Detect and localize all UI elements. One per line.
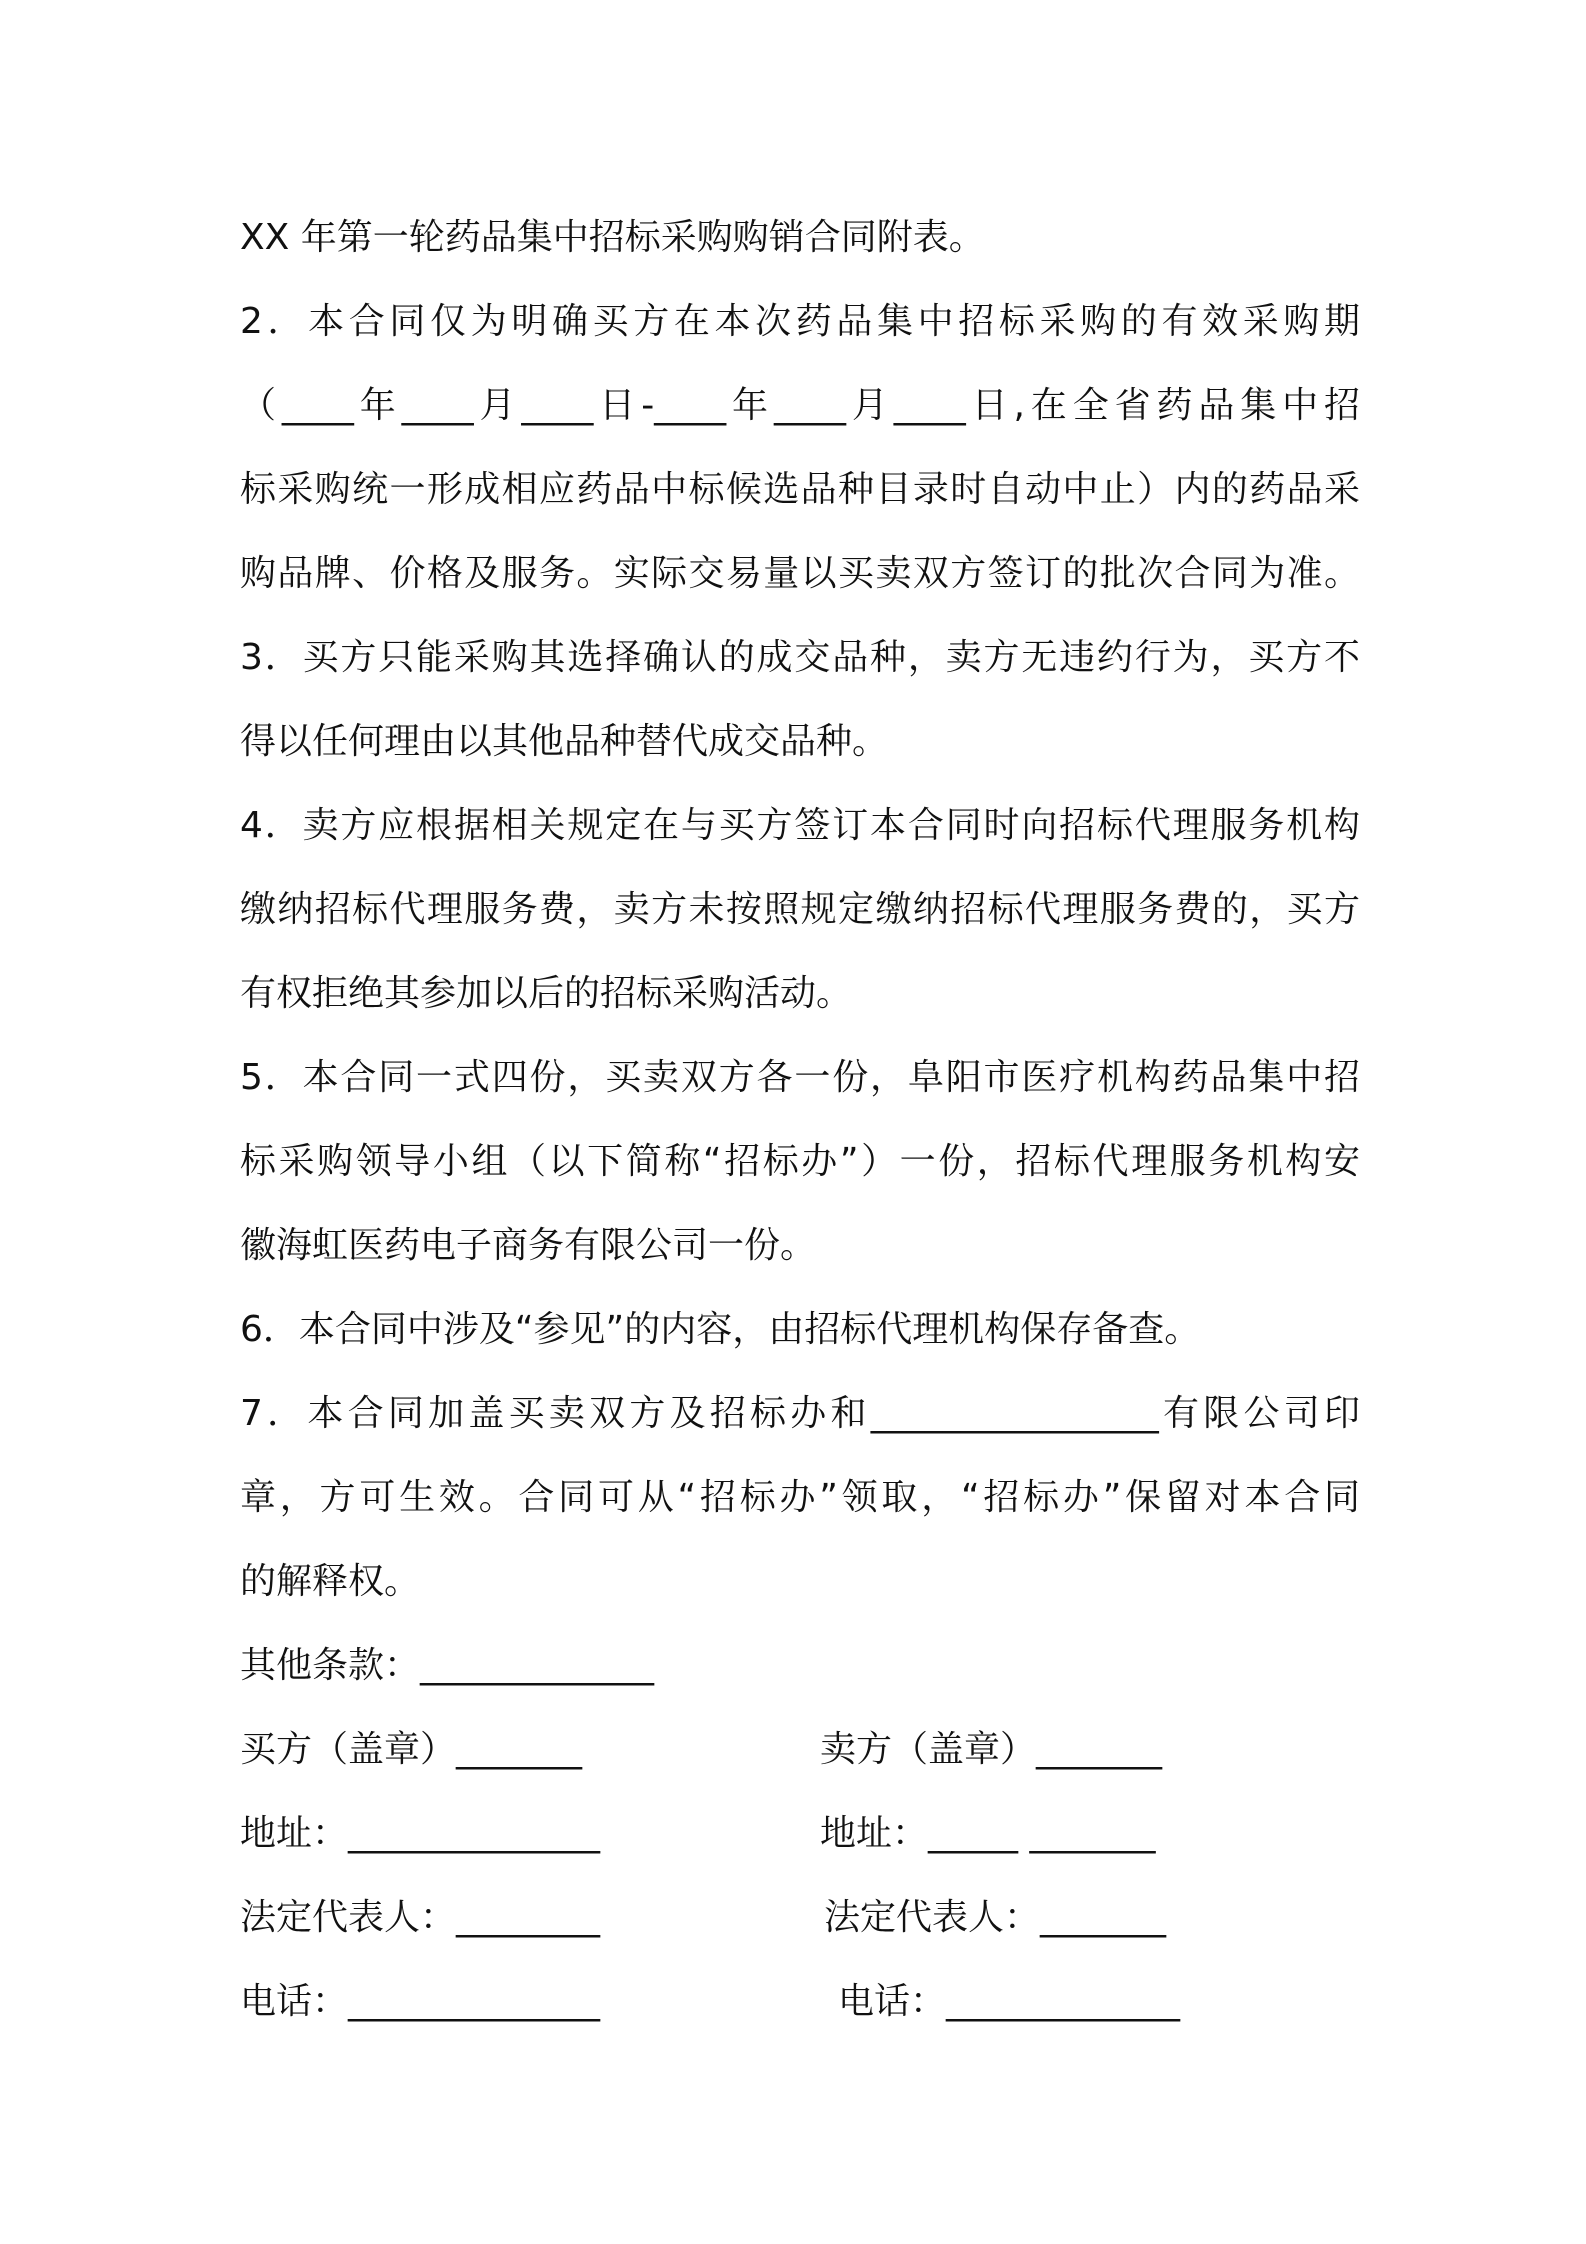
signature-row-phone <box>240 1960 1360 2044</box>
text-line-1: XX 年第一轮药品集中招标采购购销合同附表。 <box>240 217 985 258</box>
signature-row-address <box>240 1792 1360 1876</box>
seller-address-field: 地址：_____ _______ <box>820 1813 1156 1854</box>
text-line-14: 6．本合同中涉及“参见”的内容，由招标代理机构保存备查。 <box>240 1309 1201 1350</box>
text-line-17: 的解释权。 <box>240 1561 421 1602</box>
signature-row-representative <box>240 1876 1360 1960</box>
buyer-phone-field: 电话：______________ <box>240 1981 601 2022</box>
buyer-representative-field: 法定代表人：________ <box>240 1897 601 1938</box>
signature-row-seal <box>240 1708 1360 1792</box>
text-line-6: 3．买方只能采购其选择确认的成交品种，卖方无违约行为，买方不 <box>240 637 1360 678</box>
text-line-7: 得以任何理由以其他品种替代成交品种。 <box>240 721 889 762</box>
text-line-13: 徽海虹医药电子商务有限公司一份。 <box>240 1225 817 1266</box>
text-line-12: 标采购领导小组（以下简称“招标办”）一份，招标代理服务机构安 <box>240 1141 1360 1182</box>
buyer-seal-field: 买方（盖章）_______ <box>240 1729 583 1770</box>
text-line-2: 2．本合同仅为明确买方在本次药品集中招标采购的有效采购期 <box>240 301 1360 342</box>
text-line-11: 5．本合同一式四份，买卖双方各一份，阜阳市医疗机构药品集中招 <box>240 1057 1360 1098</box>
text-line-5: 购品牌、价格及服务。实际交易量以买卖双方签订的批次合同为准。 <box>240 553 1360 594</box>
text-line-8: 4．卖方应根据相关规定在与买方签订本合同时向招标代理服务机构 <box>240 805 1360 846</box>
other-terms-line: 其他条款：_____________ <box>240 1645 655 1686</box>
buyer-address-field: 地址：______________ <box>240 1813 601 1854</box>
seller-representative-field: 法定代表人：_______ <box>824 1897 1167 1938</box>
seller-seal-field: 卖方（盖章）_______ <box>820 1729 1163 1770</box>
text-line-9: 缴纳招标代理服务费，卖方未按照规定缴纳招标代理服务费的，买方 <box>240 889 1360 930</box>
text-line-4: 标采购统一形成相应药品中标候选品种目录时自动中止）内的药品采 <box>240 469 1360 510</box>
seller-phone-field: 电话：_____________ <box>838 1981 1181 2022</box>
text-line-3: （____年____月____日-____年____月____日,在全省药品集中招 <box>240 385 1360 426</box>
text-line-16: 章，方可生效。合同可从“招标办”领取，“招标办”保留对本合同 <box>240 1477 1360 1518</box>
text-line-10: 有权拒绝其参加以后的招标采购活动。 <box>240 973 853 1014</box>
document-body <box>240 196 1360 2044</box>
text-line-15: 7．本合同加盖买卖双方及招标办和________________有限公司印 <box>240 1393 1360 1434</box>
